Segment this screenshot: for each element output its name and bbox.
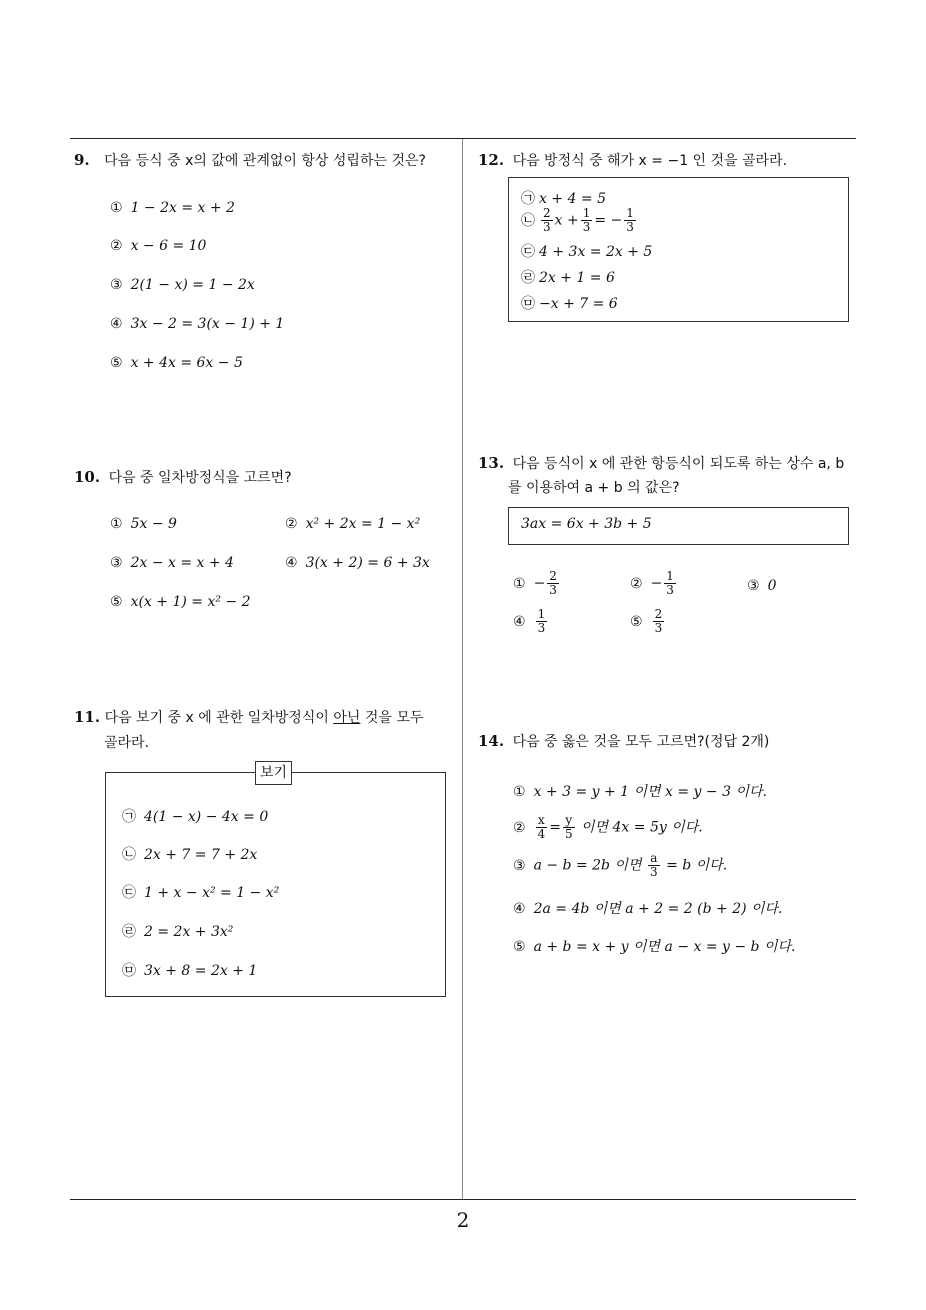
q13-option-3[interactable]: ③ 0 bbox=[747, 578, 777, 594]
question-text-part-b: 것을 모두 bbox=[360, 710, 424, 726]
fraction: $\frac{2}{3}$ bbox=[654, 607, 663, 635]
question-number: 9. bbox=[74, 151, 90, 169]
question-text: 다음 등식이 x 에 관한 항등식이 되도록 하는 상수 a, b bbox=[512, 456, 845, 472]
question-13-line2: 를 이용하여 a + b 의 값은? bbox=[508, 480, 680, 496]
q13-option-2[interactable]: ② − $\frac{1}{3}$ bbox=[630, 569, 674, 597]
question-14 bbox=[478, 729, 769, 754]
question-13 bbox=[478, 451, 863, 476]
q10-option-1[interactable]: ① 5x − 9 bbox=[110, 516, 177, 532]
q12-item-4: ㉣ 2x + 1 = 6 bbox=[521, 270, 615, 286]
q9-option-1[interactable]: ① 1 − 2x = x + 2 bbox=[110, 200, 235, 216]
question-11 bbox=[74, 705, 459, 730]
q13-option-4[interactable]: ④ $\frac{1}{3}$ bbox=[513, 607, 546, 635]
question-12 bbox=[478, 148, 787, 173]
q11-item-3: ㉢ 1 + x − x² = 1 − x² bbox=[122, 885, 280, 901]
question-10 bbox=[74, 465, 292, 490]
top-rule bbox=[70, 138, 856, 139]
q12-item-1: ㉠ x + 4 = 5 bbox=[521, 191, 606, 207]
bottom-rule bbox=[70, 1199, 856, 1200]
question-9 bbox=[74, 148, 426, 173]
question-text: 다음 중 일차방정식을 고르면? bbox=[108, 470, 292, 486]
q14-option-5[interactable]: ⑤ a + b = x + y 이면 a − x = y − b 이다. bbox=[513, 939, 796, 955]
fraction: $\frac{2}{3}$ bbox=[543, 206, 551, 234]
q12-item-5: ㉤ −x + 7 = 6 bbox=[521, 296, 618, 312]
q10-option-3[interactable]: ③ 2x − x = x + 4 bbox=[110, 555, 234, 571]
bogi-label: 보기 bbox=[255, 761, 292, 785]
q12-item-3: ㉢ 4 + 3x = 2x + 5 bbox=[521, 244, 653, 260]
q9-option-4[interactable]: ④ 3x − 2 = 3(x − 1) + 1 bbox=[110, 316, 285, 332]
question-text-part-a: 다음 보기 중 x 에 관한 일차방정식이 bbox=[104, 710, 334, 726]
q11-item-5: ㉤ 3x + 8 = 2x + 1 bbox=[122, 963, 258, 979]
q11-item-4: ㉣ 2 = 2x + 3x² bbox=[122, 924, 234, 940]
q11-item-1: ㉠ 4(1 − x) − 4x = 0 bbox=[122, 809, 269, 825]
fraction: $\frac{1}{3}$ bbox=[537, 607, 546, 635]
column-divider bbox=[462, 139, 463, 1199]
fraction: $\frac{2}{3}$ bbox=[549, 569, 557, 597]
fraction: $\frac{a}{3}$ bbox=[649, 851, 658, 879]
q14-option-3[interactable]: ③ a − b = 2b 이면 $\frac{a}{3}$ = b 이다. bbox=[513, 851, 728, 879]
q13-option-5[interactable]: ⑤ $\frac{2}{3}$ bbox=[630, 607, 663, 635]
q10-option-2[interactable]: ② x² + 2x = 1 − x² bbox=[285, 516, 421, 532]
q9-option-3[interactable]: ③ 2(1 − x) = 1 − 2x bbox=[110, 277, 255, 293]
question-text: 다음 등식 중 x의 값에 관계없이 항상 성립하는 것은? bbox=[104, 153, 426, 169]
q14-option-2[interactable]: ② $\frac{x}{4}$ = $\frac{y}{5}$ 이면 4x = 5y 이다. bbox=[513, 813, 703, 841]
q9-option-5[interactable]: ⑤ x + 4x = 6x − 5 bbox=[110, 355, 243, 371]
q10-option-5[interactable]: ⑤ x(x + 1) = x² − 2 bbox=[110, 594, 251, 610]
q9-option-2[interactable]: ② x − 6 = 10 bbox=[110, 238, 207, 254]
fraction: $\frac{1}{3}$ bbox=[626, 206, 634, 234]
question-text-underlined: 아닌 bbox=[333, 710, 361, 726]
q13-equation: 3ax = 6x + 3b + 5 bbox=[521, 516, 652, 532]
fraction: $\frac{1}{3}$ bbox=[582, 206, 591, 234]
fraction: $\frac{y}{5}$ bbox=[564, 813, 573, 841]
question-number: 12. bbox=[478, 151, 505, 169]
question-number: 13. bbox=[478, 454, 505, 472]
q11-item-2: ㉡ 2x + 7 = 7 + 2x bbox=[122, 847, 258, 863]
question-11-line2: 골라라. bbox=[104, 735, 150, 751]
q12-item-2: ㉡ $\frac{2}{3}$ x + $\frac{1}{3}$ = − $\frac{1}{3}$ bbox=[521, 206, 634, 234]
q14-option-1[interactable]: ① x + 3 = y + 1 이면 x = y − 3 이다. bbox=[513, 784, 767, 800]
question-number: 11. bbox=[74, 708, 101, 726]
question-text: 다음 방정식 중 해가 x = −1 인 것을 골라라. bbox=[512, 153, 788, 169]
q14-option-4[interactable]: ④ 2a = 4b 이면 a + 2 = 2 (b + 2) 이다. bbox=[513, 901, 783, 917]
question-text: 다음 중 옳은 것을 모두 고르면?(정답 2개) bbox=[512, 734, 770, 750]
q10-option-4[interactable]: ④ 3(x + 2) = 6 + 3x bbox=[285, 555, 430, 571]
q13-option-1[interactable]: ① − $\frac{2}{3}$ bbox=[513, 569, 557, 597]
fraction: $\frac{1}{3}$ bbox=[666, 569, 674, 597]
fraction: $\frac{x}{4}$ bbox=[537, 813, 546, 841]
question-number: 14. bbox=[478, 732, 505, 750]
page-number: 2 bbox=[456, 1208, 470, 1232]
question-number: 10. bbox=[74, 468, 101, 486]
